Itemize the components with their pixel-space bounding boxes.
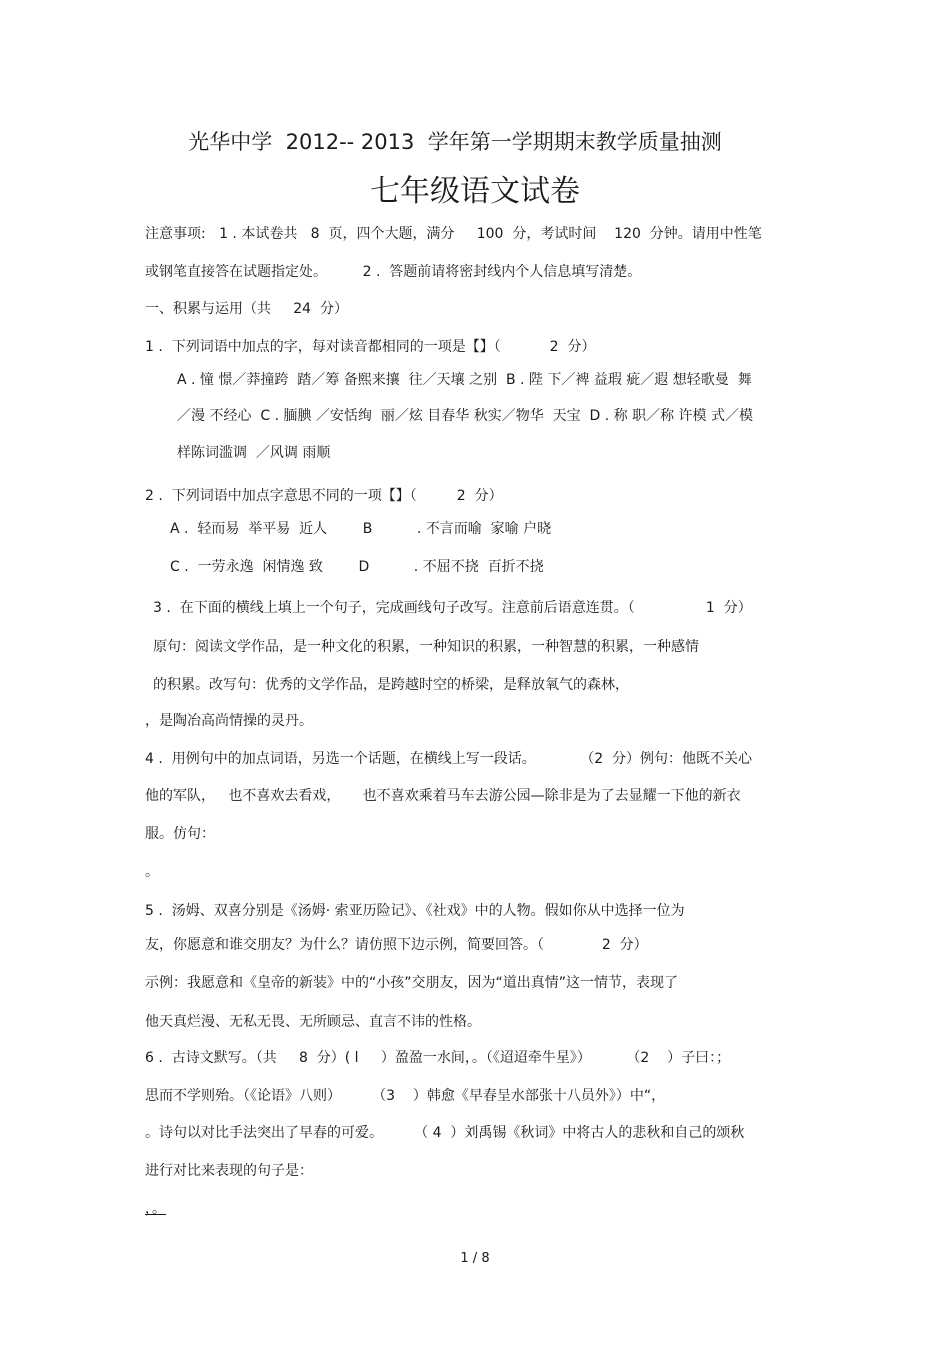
q2-options-ab: A . 轻而易 举平易 近人 B . 不言而喻 家喻 户晓 [170,521,552,537]
notice-line-2: 或钢笔直接答在试题指定处。 2 . 答题前请将密封线内个人信息填写清楚。 [145,264,642,280]
q3-line-1: 原句：阅读文学作品，是一种文化的积累，一种知识的积累，一种智慧的积累，一种感情 [153,639,699,655]
section-1-heading: 一、积累与运用（共 24 分） [145,301,348,317]
q2-options-cd: C . 一劳永逸 闲情逸 致 D . 不屈不挠 百折不挠 [170,559,544,575]
q6-line-2: 思而不学则殆。（《论语》八则） （3 ）韩愈《早春呈水部张十八员外》）中“， [145,1088,666,1104]
q4-line-4: 。 [145,864,159,880]
q5-line-2: 友，你愿意和谁交朋友？为什么？请仿照下边示例，简要回答。（ 2 分） [145,937,648,953]
q5-line-1: 5 . 汤姆、双喜分别是《汤姆· 索亚历险记》、《社戏》中的人物。假如你从中选择一位为 [145,903,685,919]
q3-line-2: 的积累。改写句：优秀的文学作品，是跨越时空的桥梁，是释放氧气的森林， [153,677,629,693]
q1-options-line-1: A . 憧 憬／莽撞跨 踏／筹 备熙来攘 往／天壤 之别 B . 陛 下／裨 益瑕 疵／遐 想轻歌曼 舞 [177,372,752,388]
q4-line-3: 服。仿句： [145,826,215,842]
q3-line-3: ，是陶冶高尚情操的灵丹。 [145,713,313,729]
exam-title: 七年级语文试卷 [370,174,580,209]
notice-line-1: 注意事项: 1 . 本试卷共 8 页，四个大题，满分 100 分，考试时间 120 分钟。请用中性笔 [145,226,762,242]
q4-line-2: 他的军队， 也不喜欢去看戏， 也不喜欢乘着马车去游公园—除非是为了去显耀一下他的新衣 [145,788,741,804]
q6-line-4: 进行对比来表现的句子是： [145,1163,313,1179]
q1-stem: 1 . 下列词语中加点的字，每对读音都相同的一项是【】（ 2 分） [145,339,596,355]
q1-options-line-2: ／漫 不经心 C . 腼腆 ／安恬绚 丽／炫 目春华 秋实／物华 天宝 D . 称 职／称 许模 式／模 [177,408,754,424]
q4-line-1: 4 . 用例句中的加点词语，另选一个话题，在横线上写一段话。 （2 分）例句：他既不关心 [145,751,753,767]
q3-stem: 3 . 在下面的横线上填上一个句子，完成画线句子改写。注意前后语意连贯。（ 1 分） [153,600,752,616]
q5-line-4: 他天真烂漫、无私无畏、无所顾忌、直言不讳的性格。 [145,1014,481,1030]
q2-stem: 2 . 下列词语中加点字意思不同的一项【】（ 2 分） [145,488,503,504]
page-number: 1 / 8 [460,1251,490,1266]
q6-line-1: 6 . 古诗文默写。（共 8 分）( l ）盈盈一水间，。（《迢迢牵牛星》） （2 ）子曰：； [145,1050,731,1066]
q5-line-3: 示例：我愿意和《皇帝的新装》中的“小孩”交朋友，因为“道出真情”这一情节，表现了 [145,975,679,991]
q6-line-3: 。诗句以对比手法突出了早春的可爱。 （ 4 ）刘禹锡《秋词》中将古人的悲秋和自己的颂秋 [145,1125,745,1141]
q1-options-line-3: 样陈词滥调 ／风调 雨顺 [177,445,331,461]
q6-line-5: ，。 [145,1201,166,1217]
school-title: 光华中学 2012-- 2013 学年第一学期期末教学质量抽测 [188,130,722,154]
